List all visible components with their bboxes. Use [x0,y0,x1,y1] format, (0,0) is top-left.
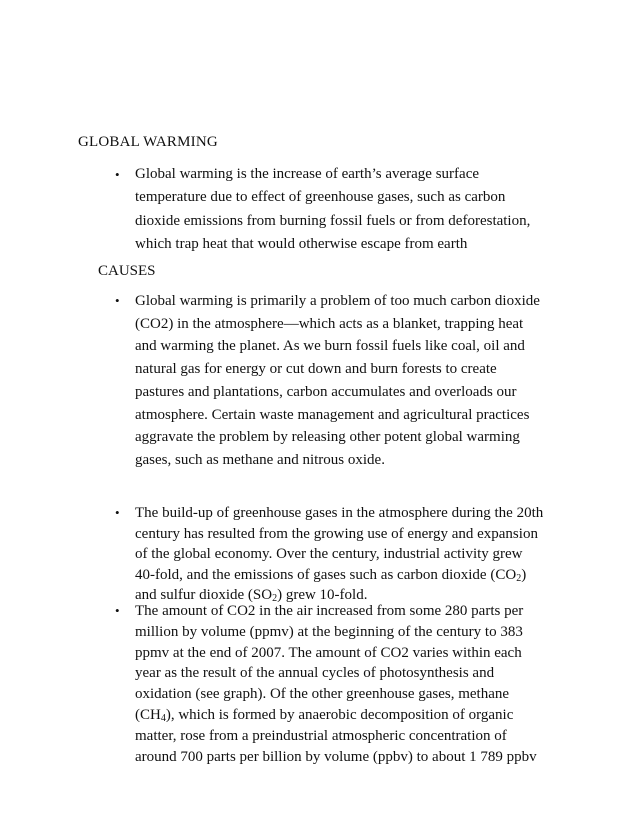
paragraph-line: natural gas for energy or cut down and burn forests to create [135,361,497,378]
paragraph-line: dioxide emissions from burning fossil fuels or from deforestation, [135,212,531,229]
subscript: 2 [272,593,278,605]
paragraph-line: The build-up of greenhouse gases in the atmosphere during the 20th [135,505,544,521]
text-segment: ), which is formed by anaerobic decomposition of organic [165,706,514,723]
paragraph-line: which trap heat that would otherwise escape from earth [135,235,468,252]
intro-paragraph [135,163,575,256]
paragraph-line: of the global economy. Over the century, industrial activity grew [135,546,523,563]
bullet-icon: • [115,505,120,520]
bullet-icon: • [115,293,120,308]
paragraph-line: million by volume (ppmv) at the beginning of the century to 383 [135,623,523,640]
paragraph-line: aggravate the problem by releasing other potent global warming [135,429,520,446]
paragraph-line: matter, rose from a preindustrial atmospheric concentration of [135,727,507,744]
paragraph-line: The amount of CO2 in the air increased from some 280 parts per [135,603,524,619]
paragraph-line: (CO2) in the atmosphere—which acts as a blanket, trapping heat [135,315,524,332]
causes-heading: CAUSES [98,263,156,279]
paragraph-line: gases, such as methane and nitrous oxide. [135,451,385,468]
cause-paragraph-3 [135,601,575,767]
paragraph-line: and warming the planet. As we burn fossil fuels like coal, oil and [135,338,525,355]
text-segment: ) [521,566,527,583]
paragraph-line: Global warming is the increase of earth’s average surface [135,166,480,182]
document-title: GLOBAL WARMING [78,134,218,150]
text-segment: 40-fold, and the emissions of gases such as carbon dioxide (CO [135,566,517,583]
cause-paragraph-2 [135,503,575,606]
paragraph-line: oxidation (see graph). Of the other greenhouse gases, methane [135,686,510,703]
paragraph-line: pastures and plantations, carbon accumulates and overloads our [135,383,517,400]
paragraph-line: year as the result of the annual cycles of photosynthesis and [135,665,495,682]
bullet-icon: • [115,167,120,182]
cause-paragraph-1 [135,290,575,472]
text-segment: (CH [135,706,161,723]
paragraph-line [135,565,575,586]
subscript: 4 [160,712,166,724]
text-segment: and sulfur dioxide (SO [135,587,273,604]
paragraph-line: temperature due to effect of greenhouse gases, such as carbon [135,189,506,206]
bullet-icon: • [115,603,120,618]
paragraph-line [135,705,575,726]
text-segment: ) grew 10-fold. [277,587,368,604]
paragraph-line: century has resulted from the growing use of energy and expansion [135,525,538,542]
paragraph-line: Global warming is primarily a problem of too much carbon dioxide [135,293,540,309]
subscript: 2 [516,572,522,584]
paragraph-line: around 700 parts per billion by volume (ppbv) to about 1 789 ppbv [135,748,537,765]
paragraph-line: ppmv at the end of 2007. The amount of CO2 varies within each [135,644,522,661]
paragraph-line: atmosphere. Certain waste management and agricultural practices [135,406,530,423]
